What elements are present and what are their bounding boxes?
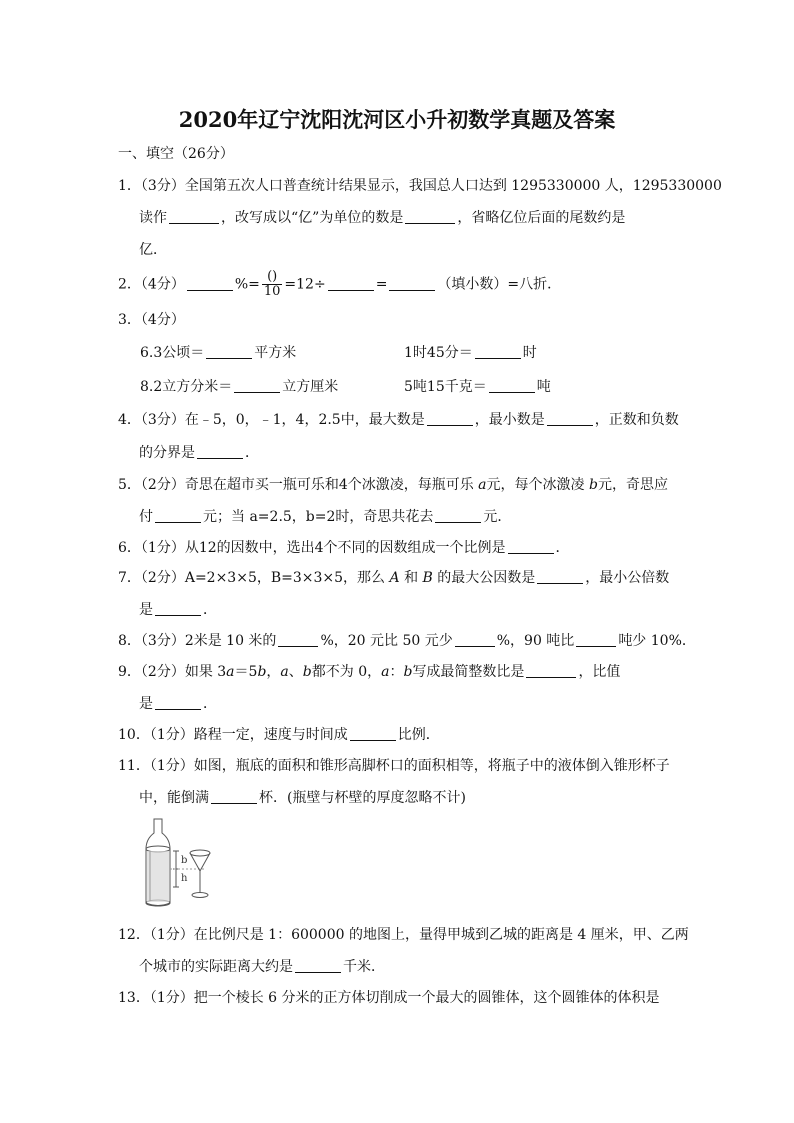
answer-blank	[455, 632, 495, 647]
answer-blank	[211, 789, 257, 804]
answer-blank	[350, 726, 396, 741]
question-3-item-4: 5吨15千克＝ 吨	[404, 379, 551, 395]
answer-blank	[234, 378, 280, 393]
answer-blank	[278, 632, 318, 647]
answer-blank	[206, 344, 252, 359]
question-4-line-1: 4．（3分）在﹣5，0，﹣1，4，2.5中，最大数是 ，最小数是 ，正数和负数	[118, 412, 679, 428]
answer-blank	[508, 539, 554, 554]
answer-blank	[405, 209, 455, 224]
answer-blank	[435, 508, 481, 523]
goblet-icon	[190, 850, 210, 898]
question-2: 2．（4分） %= $\frac{()}{10}$ =12÷ = （填小数）=八折．	[118, 269, 562, 299]
question-3-item-3: 8.2立方分米＝ 立方厘米	[140, 379, 339, 395]
question-3-heading: 3．（4分）	[118, 312, 185, 328]
page-title: 2020年辽宁沈阳沈河区小升初数学真题及答案	[178, 107, 616, 132]
question-9-line-2: 是 ．	[139, 696, 217, 712]
answer-blank	[475, 344, 521, 359]
question-12-line-2: 个城市的实际距离大约是 千米．	[139, 959, 385, 975]
label-h: h	[181, 873, 188, 884]
question-8: 8．（3分）2米是 10 米的 %，20 元比 50 元少 %，90 吨比 吨少 10%．	[118, 633, 696, 649]
bottle-and-goblet-figure	[142, 815, 216, 911]
question-11-line-2: 中，能倒满 杯．(瓶壁与杯壁的厚度忽略不计)	[139, 790, 466, 806]
question-1-line-3: 亿．	[139, 242, 167, 258]
answer-blank	[155, 508, 201, 523]
question-7-line-1: 7．（2分）A=2×3×5，B=3×3×5，那么 A 和 B 的最大公因数是 ，最小公倍数	[118, 570, 670, 586]
answer-blank	[576, 632, 616, 647]
fraction: $\frac{()}{10}$	[263, 269, 281, 299]
answer-blank	[197, 444, 243, 459]
question-1-line-2: 读作 ，改写成以“亿”为单位的数是 ，省略亿位后面的尾数约是	[139, 210, 626, 226]
question-3-item-2: 1时45分＝ 时	[404, 345, 537, 361]
question-9-line-1: 9．（2分）如果 3a＝5b，a、b都不为 0，a：b写成最简整数比是 ，比值	[118, 664, 621, 680]
answer-blank	[537, 569, 583, 584]
answer-blank	[389, 276, 435, 291]
question-7-line-2: 是 ．	[139, 602, 217, 618]
bottle-icon	[146, 819, 170, 906]
answer-blank	[526, 663, 576, 678]
answer-blank	[155, 695, 201, 710]
answer-blank	[155, 601, 201, 616]
section-heading: 一、填空（26分）	[118, 146, 234, 162]
question-6: 6．（1分）从12的因数中，选出4个不同的因数组成一个比例是 ．	[118, 540, 570, 556]
question-3-item-1: 6.3公顷＝ 平方米	[140, 345, 297, 361]
answer-blank	[427, 411, 473, 426]
answer-blank	[547, 411, 593, 426]
answer-blank	[295, 958, 341, 973]
question-11-line-1: 11．（1分）如图，瓶底的面积和锥形高脚杯口的面积相等，将瓶子中的液体倒入锥形杯子	[118, 758, 670, 774]
question-12-line-1: 12．（1分）在比例尺是 1：600000 的地图上，量得甲城到乙城的距离是 4 厘米，甲、乙两	[118, 927, 689, 943]
question-5-line-2: 付 元；当 a=2.5，b=2时，奇思共花去 元．	[139, 509, 512, 525]
answer-blank	[187, 276, 233, 291]
answer-blank	[489, 378, 535, 393]
question-4-line-2: 的分界是 ．	[139, 445, 259, 461]
question-13-line-1: 13．（1分）把一个棱长 6 分米的正方体切削成一个最大的圆锥体，这个圆锥体的体积是	[118, 990, 660, 1006]
label-b: b	[181, 855, 188, 866]
answer-blank	[169, 209, 219, 224]
question-5-line-1: 5．（2分）奇思在超市买一瓶可乐和4个冰激凌，每瓶可乐 a元，每个冰激凌 b元，奇思应	[118, 477, 668, 493]
question-10: 10．（1分）路程一定，速度与时间成 比例．	[118, 727, 440, 743]
answer-blank	[328, 276, 374, 291]
question-1-line-1: 1．（3分）全国第五次人口普查统计结果显示，我国总人口达到 1295330000 人，1295330000	[118, 178, 722, 194]
